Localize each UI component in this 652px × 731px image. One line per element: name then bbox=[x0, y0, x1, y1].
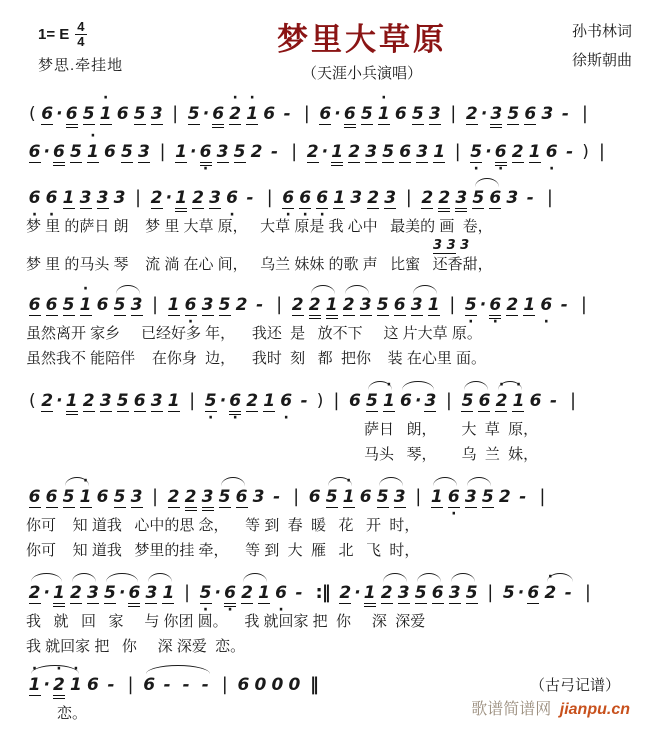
lyric-line: 萨日 朗， 大 草 原， bbox=[364, 421, 539, 438]
time-signature bbox=[75, 20, 86, 48]
lyric-line: 梦 里 的萨日 朗 梦 里 大草 原， 大草 原是 我 心中 最美的 画 卷， bbox=[26, 218, 493, 235]
song-title: 梦里大草原 bbox=[277, 22, 447, 57]
header bbox=[26, 14, 638, 83]
lyric-line: 马头 琴， 乌 兰 妹， bbox=[364, 446, 539, 463]
lyric-line: 恋。 bbox=[57, 705, 88, 722]
notation-line-intro-2: 6 · 6 5 · 1 6 5 3 | 1 · 6 · 3 5 2 - | 2 · 1 2 3 5 6 3 1 | 5 · · 6 · 2 1 6 · - ) | bbox=[26, 129, 638, 167]
annotation-beamed-notes: 3 3 bbox=[433, 238, 456, 253]
composer-credit: 徐斯朝曲 bbox=[571, 51, 632, 69]
triplet-annotation bbox=[433, 239, 638, 253]
performer-subtitle: （天涯小兵演唱） bbox=[301, 65, 422, 82]
notation-line-verse-2: 6 6 5 · 1 6 5 3 | 1 6 · 3 5 2 - | 2 2 1 2 3 5 6 3 1 | 5 · · 6 · 2 1 6 · - | bbox=[26, 282, 638, 320]
lyric-line: 你可 知 道我 梦里的挂 牵， 等 到 大 雁 北 飞 时， bbox=[26, 542, 420, 559]
tempo-mood-text: 梦思.牵挂地 bbox=[38, 57, 124, 75]
watermark-site-name: 歌谱简谱网 bbox=[471, 701, 552, 718]
lyric-line: 虽然我不 能陪伴 在你身 边， 我时 刻 都 把你 装 在心里 面。 bbox=[26, 350, 487, 367]
time-signature-numerator: 4 bbox=[77, 19, 85, 34]
watermark-url-link[interactable]: jianpu.cn bbox=[559, 701, 630, 718]
lyric-line: 梦 里 的马头 琴 流 淌 在心 间， 乌兰 妹妹 的歌 声 比蜜 还香甜， bbox=[26, 256, 493, 273]
lyric-line: 我 就回家 把 你 深 深爱 恋。 bbox=[26, 638, 246, 655]
lyric-line: 虽然离开 家乡 已经好多 年， 我还 是 放不下 这 片大草 原。 bbox=[26, 325, 482, 342]
lyric-line: 你可 知 道我 心中的思 念， 等 到 春 暖 花 开 时， bbox=[26, 517, 420, 534]
notation-line-chorus-3: 2 · 1 2 3 5 · 6 3 1 | 5 · · 6 · 2 1 6 · - :‖ 2 · 1 2 3 5 6 3 5 | 5 · 6 · 2 - | bbox=[26, 570, 638, 608]
lyric-line: 我 就 回 家 与 你团 圆。 我 就回家 把 你 深 深爱 bbox=[26, 613, 426, 630]
key-signature-block bbox=[26, 14, 196, 75]
transcriber-credit: （古弓记谱） bbox=[529, 677, 620, 694]
annotation-plain-note: 3 bbox=[455, 238, 470, 253]
watermark bbox=[471, 696, 630, 719]
time-signature-denominator: 4 bbox=[77, 33, 85, 49]
notation-line-chorus-1: ( 2 · 1 2 3 5 6 3 1 | 5 · · 6 · 2 1 6 · - ) | 6 5 · 1 6 · 3 | 5 6 · 2 · 1 6 - | bbox=[26, 378, 638, 416]
notation-line-chorus-2: 6 6 5 · 1 6 5 3 | 2 2 3 5 6 3 - | 6 5 · 1 6 5 3 | 1 6 · 3 5 2 - | bbox=[26, 474, 638, 512]
notation-line-final: · 1 · · 2 · 1 6 - | 6 - - - | 6 0 0 0 ‖ bbox=[26, 662, 325, 700]
credits bbox=[528, 14, 638, 75]
notation-line-intro-1: ( 6 · 6 5 · 1 6 5 3 | 5 · 6 · 2 · 1 6 - | 6 · 6 5 · 1 6 5 3 | 2 · 3 5 6 3 - | bbox=[26, 91, 638, 129]
key-signature: 1= E bbox=[38, 25, 70, 43]
notation-line-verse-1: 6 · 6 · 1 3 3 3 | 2 · 1 2 3 6 · - | 6 · 6 · 6 · 1 3 2 3 | 2 2 3 5 6 3 - | bbox=[26, 175, 638, 213]
lyricist-credit: 孙书林词 bbox=[571, 23, 632, 40]
